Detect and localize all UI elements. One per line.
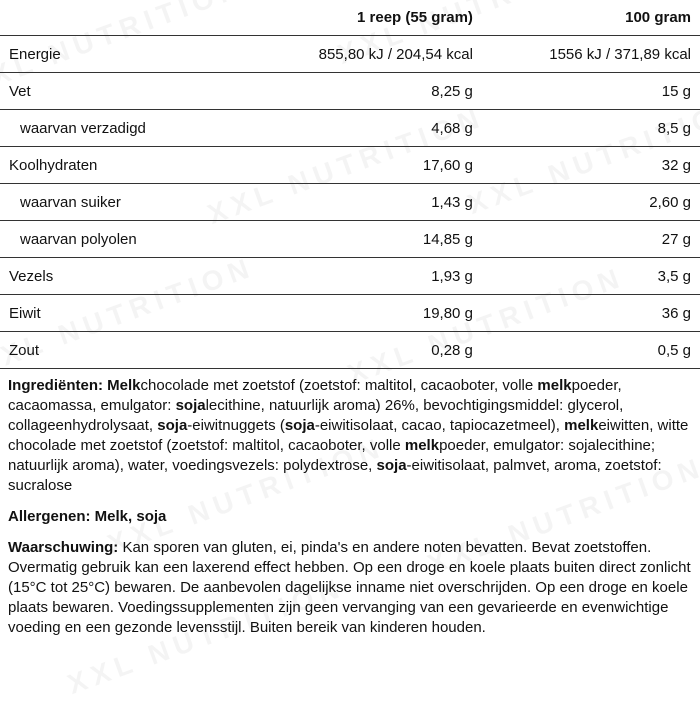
value-per-100g: 8,5 g: [482, 110, 700, 147]
table-row: [0, 73, 700, 110]
nutrient-name: Vet: [0, 73, 247, 110]
nutrient-name: Koolhydraten: [0, 147, 247, 184]
ingredient-segment: chocolade met zoetstof (zoetstof: maltitol, cacaoboter, volle: [140, 377, 538, 394]
column-header-per-100g: 100 gram: [482, 0, 700, 36]
value-per-bar: 8,25 g: [247, 73, 482, 110]
nutrient-name: waarvan suiker: [0, 184, 247, 221]
nutrient-name: waarvan verzadigd: [0, 110, 247, 147]
table-row: [0, 110, 700, 147]
column-header-nutrient: [0, 0, 247, 36]
ingredient-segment: lecithine, natuurlijk aroma) 26%, bevochtigingsmiddel: glycerol, collageenhydrolysaat,: [8, 397, 624, 434]
table-row: [0, 221, 700, 258]
nutrient-name: waarvan polyolen: [0, 221, 247, 258]
value-per-100g: 1556 kJ / 371,89 kcal: [482, 36, 700, 73]
table-row: [0, 332, 700, 369]
value-per-bar: 4,68 g: [247, 110, 482, 147]
value-per-bar: 17,60 g: [247, 147, 482, 184]
ingredient-segment: poeder, cacaomassa, emulgator:: [8, 377, 622, 414]
ingredient-bold-segment: soja: [157, 417, 188, 434]
warning-text: [0, 538, 700, 638]
table-row: [0, 147, 700, 184]
warning-body: Kan sporen van gluten, ei, pinda's en andere noten bevatten. Bevat zoetstoffen. Overmatig gebruik kan een laxerend effect hebben. Op een droge en koele plaats buiten direct zonlicht (15°C tot 25°C) bewaren. De aanbevolen dagelijkse inname niet overschrijden. Op een droge en koele plaats bewaren. Voedingssupplementen zijn geen vervanging van een gevarieerde en evenwichtige voeding en een gezonde levensstijl. Buiten bereik van kinderen houden.: [8, 539, 691, 636]
value-per-bar: 14,85 g: [247, 221, 482, 258]
table-row: [0, 184, 700, 221]
value-per-100g: 0,5 g: [482, 332, 700, 369]
ingredient-bold-segment: soja: [175, 397, 206, 414]
table-row: [0, 258, 700, 295]
ingredient-segment: -eiwitisolaat, cacao, tapiocazetmeel),: [314, 417, 565, 434]
nutrient-name: Zout: [0, 332, 247, 369]
allergens-label: Allergenen: Melk, soja: [8, 508, 167, 525]
value-per-bar: 1,43 g: [247, 184, 482, 221]
value-per-100g: 27 g: [482, 221, 700, 258]
nutrient-name: Eiwit: [0, 295, 247, 332]
ingredient-segment: -eiwitisolaat, palmvet, aroma, zoetstof: sucralose: [8, 457, 662, 494]
value-per-bar: 1,93 g: [247, 258, 482, 295]
table-row: [0, 295, 700, 332]
nutrition-table-body: [0, 36, 700, 369]
ingredient-segment: poeder, emulgator: sojalecithine; natuurlijk aroma), water, voedingsvezels: polydextrose,: [8, 437, 656, 474]
ingredient-segment: eiwitten, witte chocolade met zoetstof (zoetstof: maltitol, cacaoboter, volle: [8, 417, 689, 454]
value-per-bar: 19,80 g: [247, 295, 482, 332]
warning-label: Waarschuwing:: [8, 539, 119, 556]
column-header-per-bar: 1 reep (55 gram): [247, 0, 482, 36]
nutrient-name: Vezels: [0, 258, 247, 295]
ingredients-text: [0, 376, 700, 496]
ingredient-bold-segment: Ingrediënten:: [8, 377, 108, 394]
table-row: [0, 36, 700, 73]
nutrient-name: Energie: [0, 36, 247, 73]
value-per-100g: 32 g: [482, 147, 700, 184]
ingredient-bold-segment: melk: [564, 417, 599, 434]
value-per-100g: 36 g: [482, 295, 700, 332]
value-per-bar: 0,28 g: [247, 332, 482, 369]
ingredient-bold-segment: melk: [404, 437, 440, 454]
value-per-100g: 2,60 g: [482, 184, 700, 221]
ingredient-segment: -eiwitnuggets (: [187, 417, 285, 434]
value-per-100g: 15 g: [482, 73, 700, 110]
value-per-100g: 3,5 g: [482, 258, 700, 295]
value-per-bar: 855,80 kJ / 204,54 kcal: [247, 36, 482, 73]
allergens-line: [0, 507, 700, 527]
ingredient-bold-segment: soja: [284, 417, 315, 434]
table-header-row: [0, 0, 700, 36]
ingredient-bold-segment: melk: [537, 377, 572, 394]
ingredient-bold-segment: Melk: [107, 377, 141, 394]
ingredient-bold-segment: soja: [376, 457, 407, 474]
